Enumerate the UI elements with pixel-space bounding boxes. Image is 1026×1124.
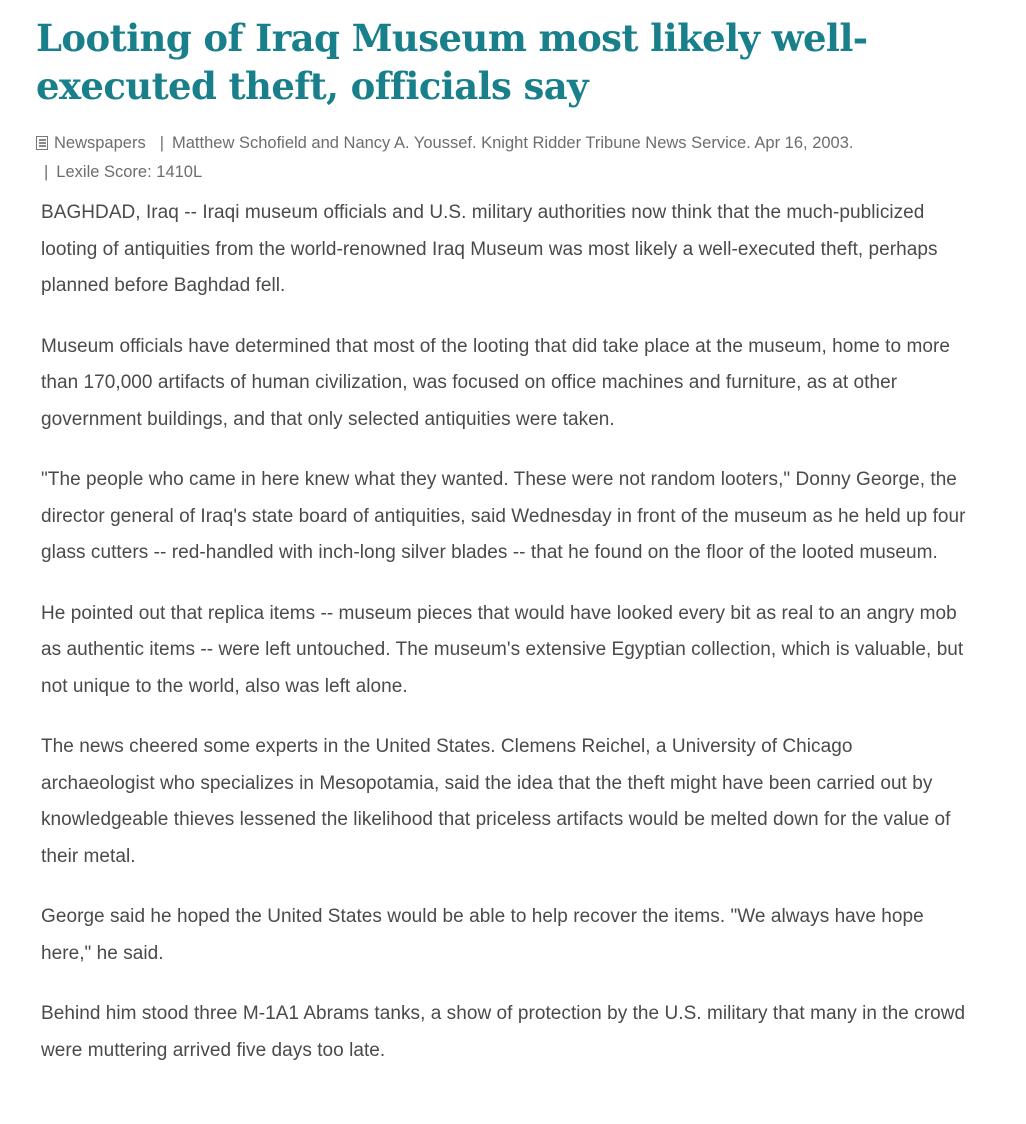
paragraph: George said he hoped the United States would be able to help recover the items. "We always have hope here," he said. — [41, 906, 924, 964]
article-body — [36, 195, 971, 1069]
paragraph: "The people who came in here knew what they wanted. These were not random looters," Donny George, the director general of Iraq's state board of antiquities, said Wednesday in front of the museum as he held up four glass cutters -- red-handled with inch-long silver blades -- that he found on the floor of the looted museum. — [41, 469, 966, 563]
article-title: Looting of Iraq Museum most likely well-executed theft, officials say — [36, 16, 868, 108]
meta-line-source — [36, 129, 976, 158]
paragraph: The news cheered some experts in the United States. Clemens Reichel, a University of Chicago archaeologist who specializes in Mesopotamia, said the idea that the theft might have been carried out by knowledgeable thieves lessened the likelihood that priceless artifacts would be melted down for the value of their metal. — [41, 736, 951, 867]
paragraph: BAGHDAD, Iraq -- Iraqi museum officials and U.S. military authorities now think that the much-publicized looting of antiquities from the world-renowned Iraq Museum was most likely a well-executed theft, perhaps planned before Baghdad fell. — [41, 202, 938, 296]
lexile-score: Lexile Score: 1410L — [56, 163, 203, 181]
paragraph: He pointed out that replica items -- museum pieces that would have looked every bit as real to an angry mob as authentic items -- were left untouched. The museum's extensive Egyptian collection, which is valuable, but not unique to the world, also was left alone. — [41, 602, 964, 697]
article — [36, 14, 976, 1093]
meta-separator: | — [44, 163, 49, 181]
paragraph: Behind him stood three M-1A1 Abrams tanks, a show of protection by the U.S. military that many in the crowd were muttering arrived five days too late. — [41, 1003, 966, 1061]
newspaper-icon — [36, 136, 48, 150]
paragraph: Museum officials have determined that most of the looting that did take place at the museum, home to more than 170,000 artifacts of human civilization, was focused on office machines and furniture, as at other government buildings, and that only selected antiquities were taken. — [41, 335, 950, 430]
meta-separator: | — [159, 134, 165, 152]
citation: Matthew Schofield and Nancy A. Youssef. Knight Ridder Tribune News Service. Apr 16, 2003. — [172, 134, 854, 152]
meta-line-lexile — [36, 158, 976, 187]
article-meta — [36, 129, 976, 187]
source-type[interactable]: Newspapers — [54, 134, 146, 152]
